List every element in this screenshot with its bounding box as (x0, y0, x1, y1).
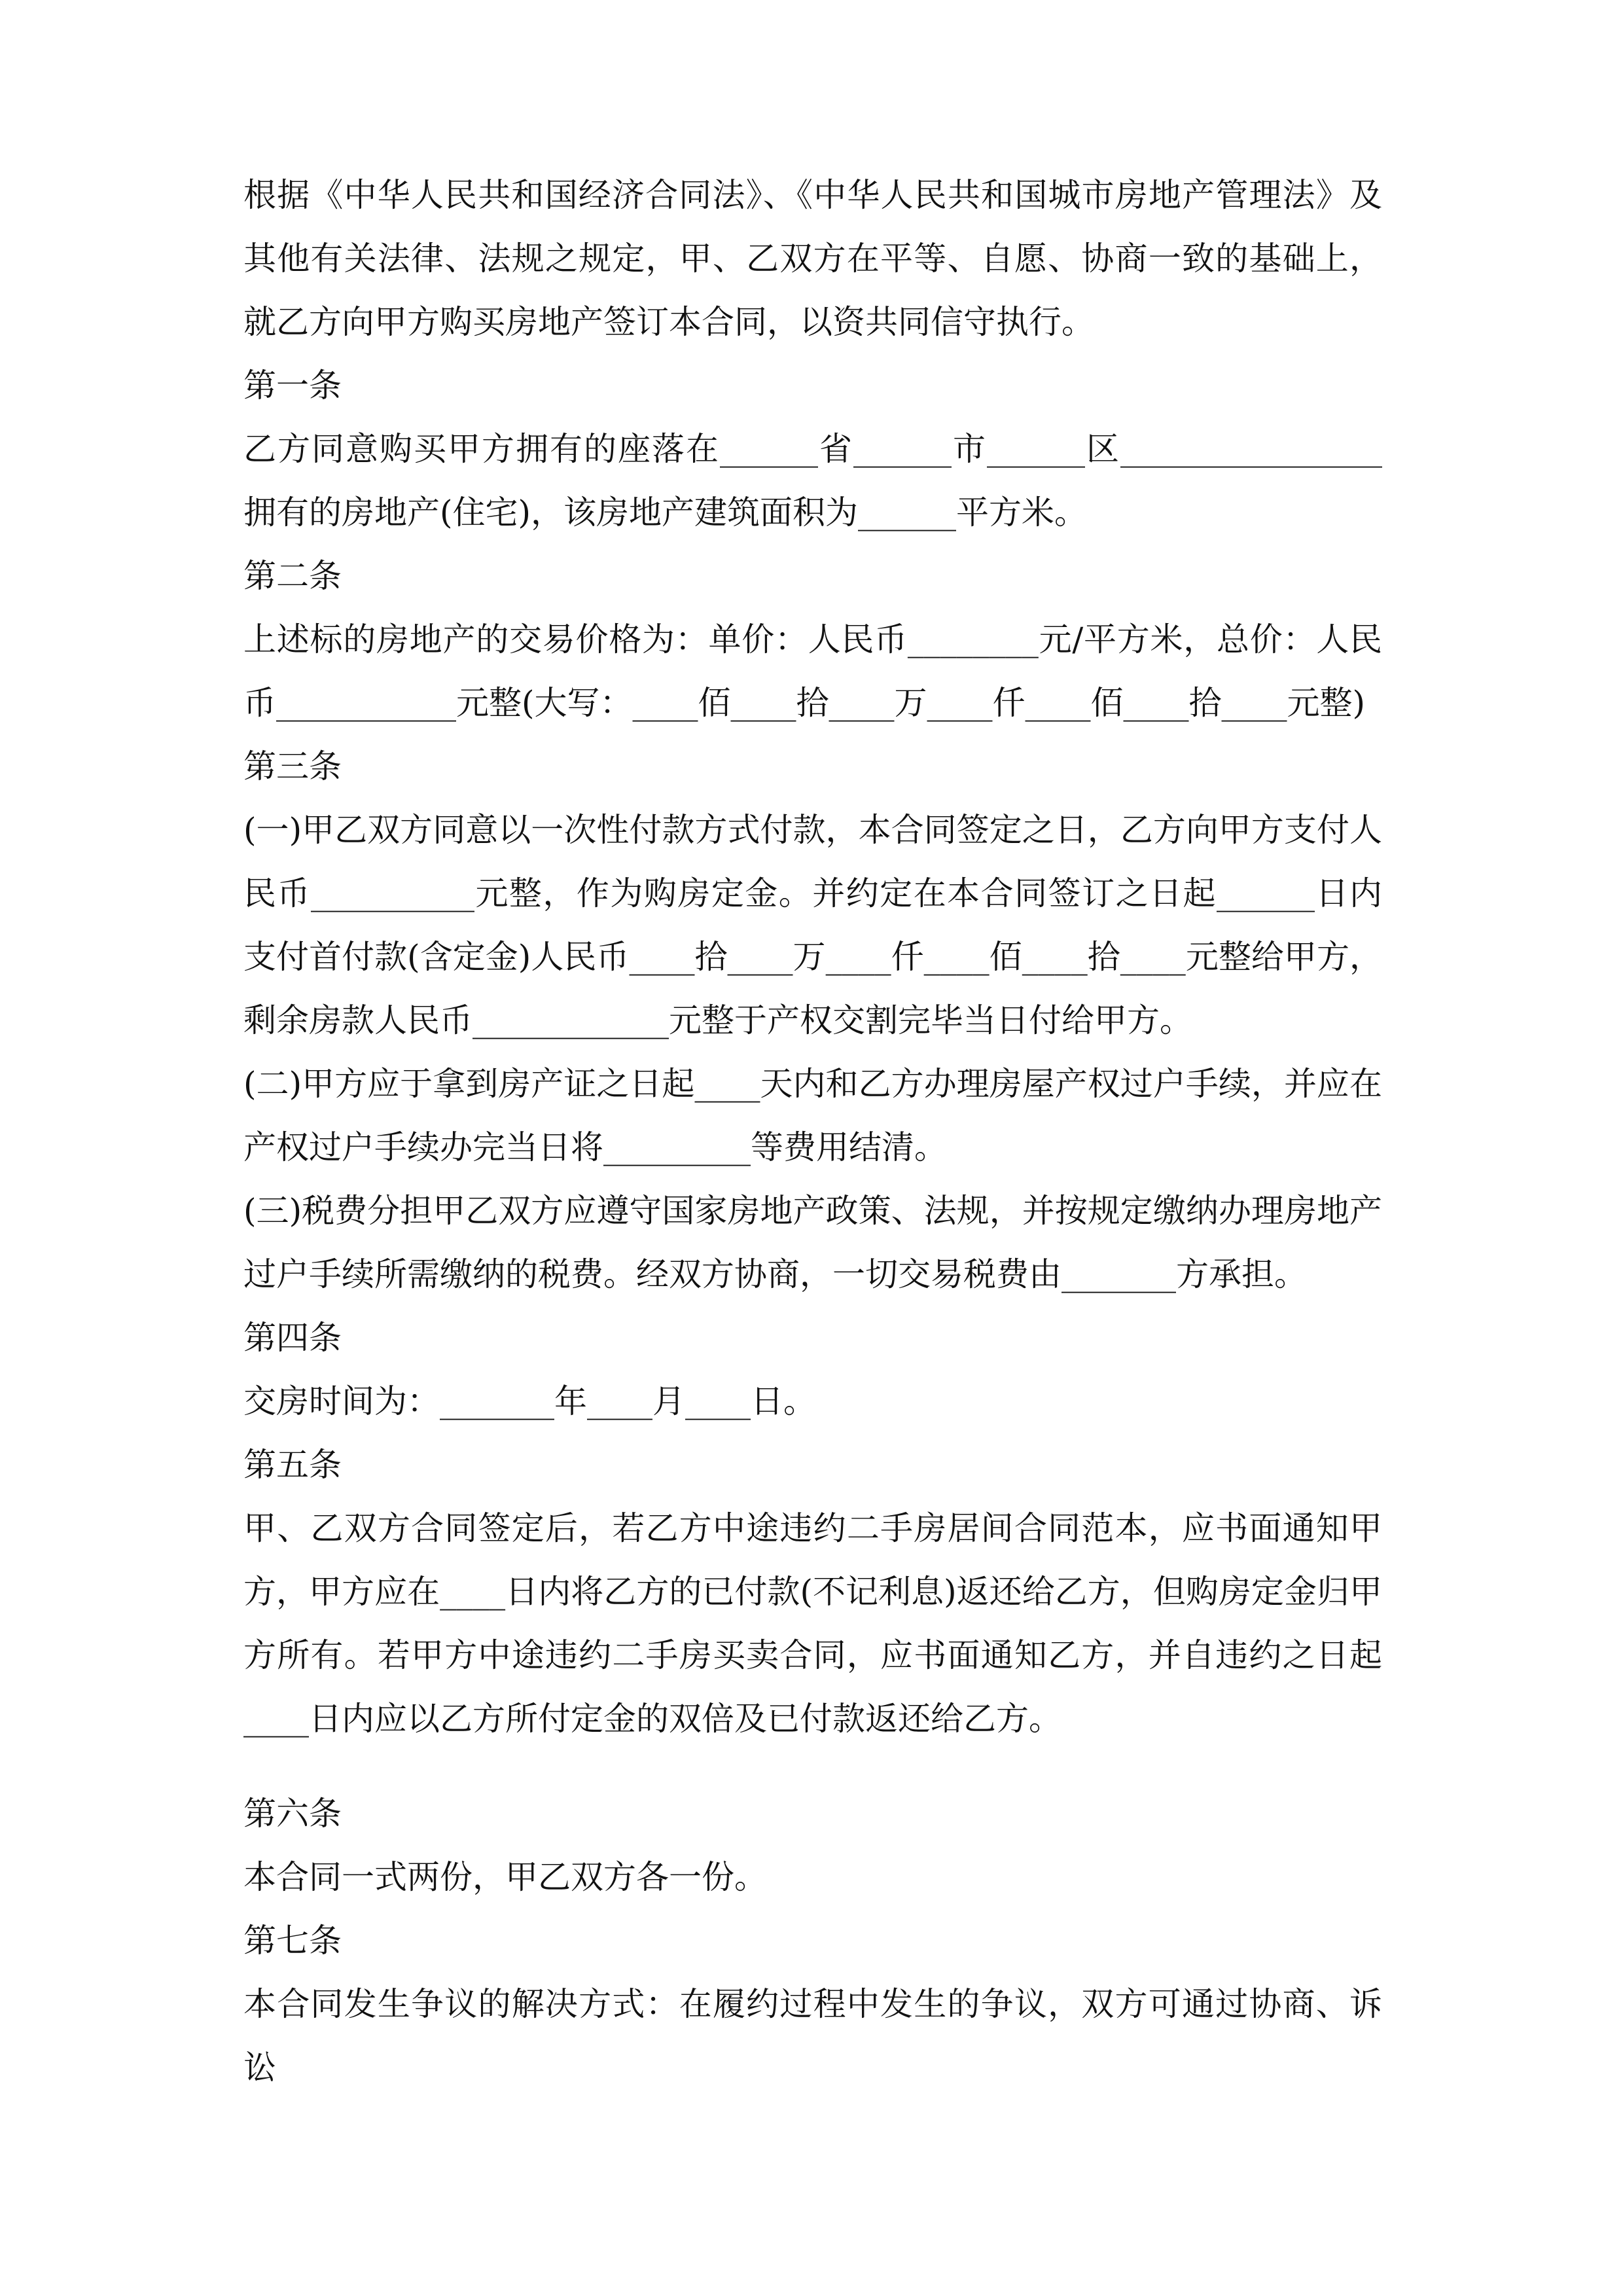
article-3-heading: 第三条 (243, 747, 342, 785)
article-7-paragraph: 本合同发生争议的解决方式：在履约过程中发生的争议，双方可通过协商、诉讼 (243, 1985, 1382, 2087)
article-1-paragraph: 乙方同意购买甲方拥有的座落在______省______市______区________________拥有的房地产(住宅)，该房地产建筑面积为______平方米。 (243, 430, 1382, 531)
article-4-heading: 第四条 (243, 1319, 342, 1357)
article-4-paragraph: 交房时间为：_______年____月____日。 (243, 1382, 816, 1420)
contract-body (243, 164, 1382, 2100)
article-6-paragraph: 本合同一式两份，甲乙双方各一份。 (243, 1858, 767, 1896)
article-2-heading: 第二条 (243, 557, 342, 595)
article-6-heading: 第六条 (243, 1795, 342, 1833)
article-2-paragraph: 上述标的房地产的交易价格为：单价：人民币________元/平方米，总价：人民币___________元整(大写：____佰____拾____万____仟____佰____拾____元整) (243, 620, 1382, 722)
article-3-paragraph-3: (三)税费分担甲乙双方应遵守国家房地产政策、法规，并按规定缴纳办理房地产过户手续所需缴纳的税费。经双方协商，一切交易税费由_______方承担。 (243, 1192, 1382, 1293)
article-3-paragraph-1: (一)甲乙双方同意以一次性付款方式付款，本合同签定之日，乙方向甲方支付人民币__________元整，作为购房定金。并约定在本合同签订之日起______日内支付首付款(含定金)人民币____拾____万____仟____佰____拾____元整给甲方，剩余房款人民币____________元整于产权交割完毕当日付给甲方。 (243, 811, 1382, 1039)
article-1-heading: 第一条 (243, 367, 342, 404)
intro-paragraph: 根据《中华人民共和国经济合同法》、《中华人民共和国城市房地产管理法》及其他有关法律、法规之规定，甲、乙双方在平等、自愿、协商一致的基础上，就乙方向甲方购买房地产签订本合同，以资共同信守执行。 (243, 176, 1382, 341)
article-5-heading: 第五条 (243, 1446, 342, 1484)
spacer (243, 1751, 1382, 1782)
article-7-heading: 第七条 (243, 1922, 342, 1960)
article-3-paragraph-2: (二)甲方应于拿到房产证之日起____天内和乙方办理房屋产权过户手续，并应在产权过户手续办完当日将_________等费用结清。 (243, 1065, 1382, 1166)
article-5-paragraph: 甲、乙双方合同签定后，若乙方中途违约二手房居间合同范本，应书面通知甲方，甲方应在____日内将乙方的已付款(不记利息)返还给乙方，但购房定金归甲方所有。若甲方中途违约二手房买卖合同，应书面通知乙方，并自违约之日起____日内应以乙方所付定金的双倍及已付款返还给乙方。 (243, 1509, 1382, 1738)
